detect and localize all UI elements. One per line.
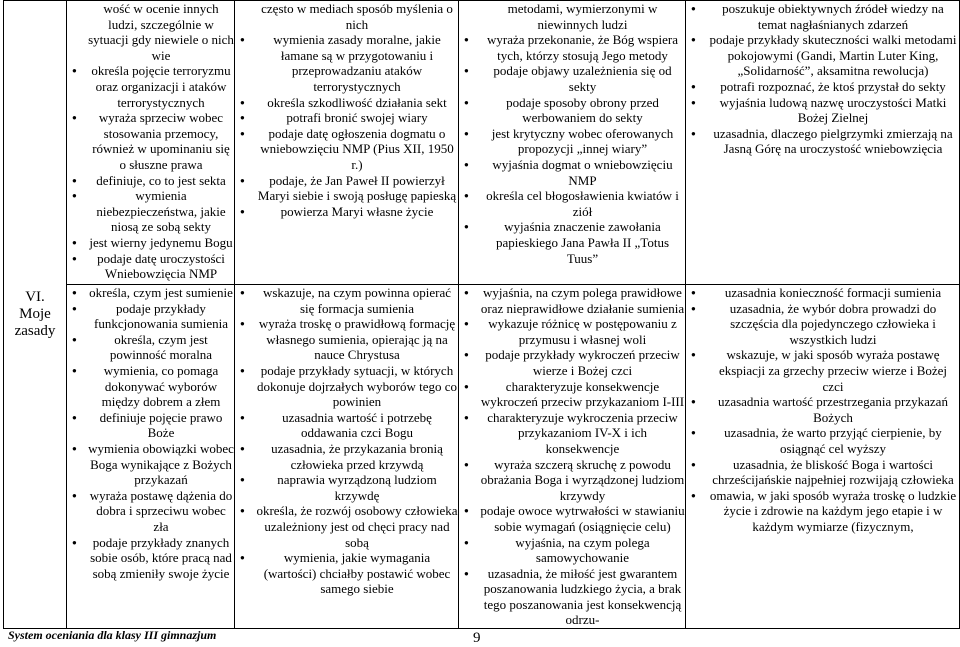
list-item: ● definiuje pojęcie prawo Boże (67, 410, 234, 441)
list-item: ● podaje przykłady sytuacji, w których dokonuje dojrzałych wyborów tego co powinien (235, 363, 458, 410)
list-item: ● wskazuje, na czym powinna opierać się formacja sumienia (235, 285, 458, 316)
requirement-cell (459, 1, 686, 285)
list-item: ● potrafi rozpoznać, że ktoś przystał do sekty (686, 79, 959, 95)
section-number: VI. (25, 289, 45, 306)
list-item: ● określa szkodliwość działania sekt (235, 95, 458, 111)
requirement-cell (235, 1, 459, 285)
list-item: ● podaje sposoby obrony przed werbowaniem do sekty (459, 95, 685, 126)
list-item: ● podaje przykłady wykroczeń przeciw wierze i Bożej czci (459, 347, 685, 378)
list-item: ● charakteryzuje konsekwencje wykroczeń przeciw przykazaniom I-III (459, 379, 685, 410)
list-item: ● podaje objawy uzależnienia się od sekty (459, 63, 685, 94)
list-item: ● wyraża troskę o prawidłową formację własnego sumienia, opierając ją na nauce Chrystusa (235, 316, 458, 363)
table-row (4, 1, 960, 285)
list-item: ● wyraża postawę dążenia do dobra i sprzeciwu wobec zła (67, 488, 234, 535)
list-item: ● wymienia, jakie wymagania (wartości) chciałby postawić wobec samego siebie (235, 550, 458, 597)
list-item: ● podaje przykłady skuteczności walki metodami pokojowymi (Gandi, Martin Luter King, „Solidarność”, aksamitna rewolucja) (686, 32, 959, 79)
list-item: ● wyjaśnia, na czym polega samowychowanie (459, 535, 685, 566)
list-item: ● uzasadnia, że przykazania bronią człowieka przed krzywdą (235, 441, 458, 472)
requirement-list (67, 285, 234, 581)
list-item: ● wyjaśnia znaczenie zawołania papieskiego Jana Pawła II „Totus Tuus” (459, 219, 685, 266)
list-item: ● podaje przykłady znanych sobie osób, które pracą nad sobą zmieniły swoje życie (67, 535, 234, 582)
list-item: ● uzasadnia, że bliskość Boga i wartości chrześcijańskie najpełniej rozwijają człowieka (686, 457, 959, 488)
list-item: ● podaje, że Jan Paweł II powierzył Maryi siebie i swoją posługę papieską (235, 173, 458, 204)
list-item: ● uzasadnia wartość i potrzebę oddawania czci Bogu (235, 410, 458, 441)
list-item: ● określa cel błogosławienia kwiatów i ziół (459, 188, 685, 219)
requirement-list (235, 1, 458, 219)
list-item: ● określa pojęcie terroryzmu oraz organizacji i ataków terrorystycznych (67, 63, 234, 110)
list-item: ● jest krytyczny wobec oferowanych propozycji „innej wiary” (459, 126, 685, 157)
requirement-cell (686, 285, 960, 629)
list-item: ● wyraża przekonanie, że Bóg wspiera tych, którzy stosują Jego metody (459, 32, 685, 63)
list-item: ● uzasadnia, że miłość jest gwarantem poszanowania ludzkiego życia, a brak tego poszanowania jest konsekwencją odrzu- (459, 566, 685, 628)
list-item: ● powierza Maryi własne życie (235, 204, 458, 220)
list-item: ● definiuje, co to jest sekta (67, 173, 234, 189)
requirement-list (459, 285, 685, 628)
list-item: ● podaje owoce wytrwałości w stawianiu sobie wymagań (osiągnięcie celu) (459, 503, 685, 534)
page-number: 9 (473, 630, 481, 646)
list-item: ● uzasadnia wartość przestrzegania przykazań Bożych (686, 394, 959, 425)
requirement-list (686, 285, 959, 535)
list-item: ● jest wierny jedynemu Bogu (67, 235, 234, 251)
requirement-cell (235, 285, 459, 629)
list-item: wość w ocenie innych ludzi, szczególnie w sytuacji gdy niewiele o nich wie (88, 1, 234, 63)
list-item: ● podaje przykłady funkcjonowania sumienia (67, 301, 234, 332)
list-item: ● wyraża szczerą skruchę z powodu obrażania Boga i wyrządzonej ludziom krzywdy (459, 457, 685, 504)
list-item: ● naprawia wyrządzoną ludziom krzywdę (235, 472, 458, 503)
list-item: ● uzasadnia konieczność formacji sumienia (686, 285, 959, 301)
list-item: ● podaje datę uroczystości Wniebowzięcia NMP (67, 251, 234, 282)
list-item: ● wskazuje, w jaki sposób wyraża postawę ekspiacji za grzechy przeciw wierze i Bożej czci (686, 347, 959, 394)
requirement-cell (67, 285, 235, 629)
section-title-line: Moje (19, 306, 51, 323)
requirement-list (235, 285, 458, 597)
list-item: ● wyjaśnia ludową nazwę uroczystości Matki Bożej Zielnej (686, 95, 959, 126)
list-item: ● wykazuje różnicę w postępowaniu z przymusu i własnej woli (459, 316, 685, 347)
list-item: ● wymienia, co pomaga dokonywać wyborów między dobrem a złem (67, 363, 234, 410)
list-item: ● omawia, w jaki sposób wyraża troskę o ludzkie życie i zdrowie na każdym jego etapie i w każdym wymiarze (fizycznym, (686, 488, 959, 535)
list-item: ● wyjaśnia, na czym polega prawidłowe oraz nieprawidłowe działanie sumienia (459, 285, 685, 316)
list-item: ● wymienia niebezpieczeństwa, jakie niosą ze sobą sekty (67, 188, 234, 235)
list-item: ● wymienia zasady moralne, jakie łamane są w przygotowaniu i przeprowadzaniu ataków terrorystycznych (235, 32, 458, 94)
requirement-cell (67, 1, 235, 285)
list-item: ● wyraża sprzeciw wobec stosowania przemocy, również w upominaniu się o słuszne prawa (67, 110, 234, 172)
list-item: ● wymienia obowiązki wobec Boga wynikające z Bożych przykazań (67, 441, 234, 488)
requirement-list (67, 1, 234, 282)
list-item: ● określa, czym jest sumienie (67, 285, 234, 301)
requirement-cell (686, 1, 960, 285)
footer-title: System oceniania dla klasy III gimnazjum (8, 628, 217, 642)
list-item: ● charakteryzuje wykroczenia przeciw przykazaniom IV-X i ich konsekwencje (459, 410, 685, 457)
curriculum-table (3, 0, 960, 629)
list-item: metodami, wymierzonymi w niewinnych ludzi (507, 1, 658, 32)
list-item: ● podaje datę ogłoszenia dogmatu o wniebowzięciu NMP (Pius XII, 1950 r.) (235, 126, 458, 173)
section-label-cell (4, 1, 67, 629)
list-item: ● wyjaśnia dogmat o wniebowzięciu NMP (459, 157, 685, 188)
list-item: ● uzasadnia, że wybór dobra prowadzi do szczęścia dla pojedynczego człowieka i wszystkich ludzi (686, 301, 959, 348)
list-item: ● poszukuje obiektywnych źródeł wiedzy na temat nagłaśnianych zdarzeń (686, 1, 959, 32)
list-item: ● potrafi bronić swojej wiary (235, 110, 458, 126)
section-title-line: zasady (14, 323, 56, 340)
requirement-list (686, 1, 959, 157)
list-item: ● uzasadnia, że warto przyjąć cierpienie, by osiągnąć cel wyższy (686, 425, 959, 456)
list-item: ● określa, czym jest powinność moralna (67, 332, 234, 363)
list-item: często w mediach sposób myślenia o nich (261, 1, 453, 32)
requirement-cell (459, 285, 686, 629)
requirement-list (459, 1, 685, 266)
table-row (4, 285, 960, 629)
list-item: ● określa, że rozwój osobowy człowieka uzależniony jest od chęci pracy nad sobą (235, 503, 458, 550)
list-item: ● uzasadnia, dlaczego pielgrzymki zmierzają na Jasną Górę na uroczystość wniebowzięcia (686, 126, 959, 157)
